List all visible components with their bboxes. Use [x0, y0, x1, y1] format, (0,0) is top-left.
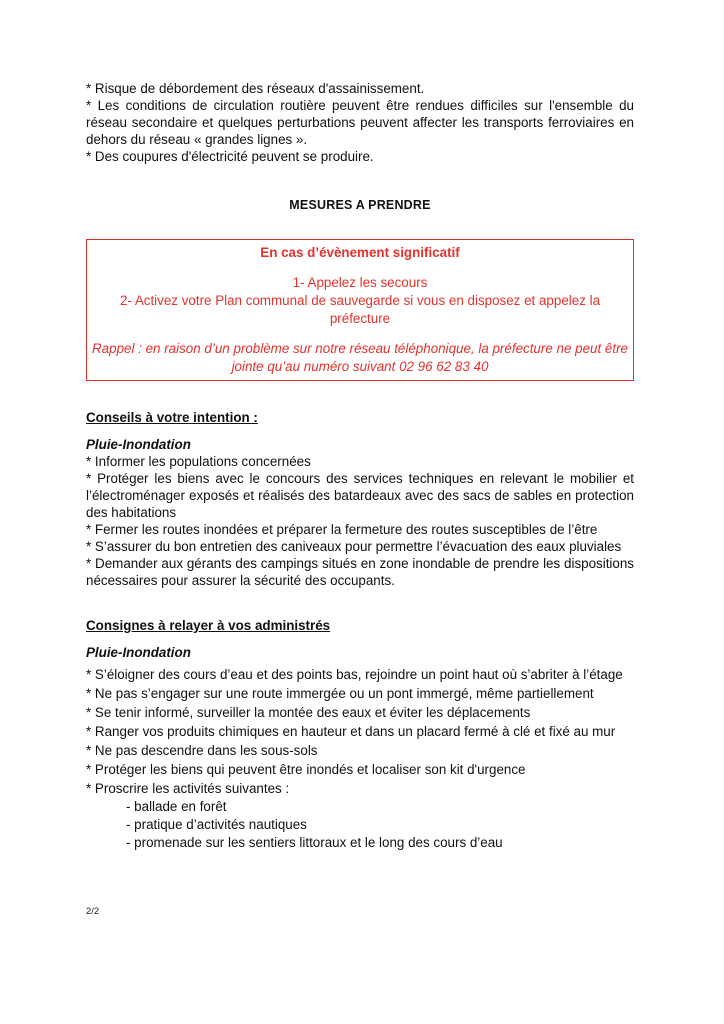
- list-item: * S’assurer du bon entretien des caniveaux pour permettre l’évacuation des eaux pluviales: [86, 539, 622, 554]
- list-item: * S’éloigner des cours d’eau et des points bas, rejoindre un point haut où s’abriter à l’étage: [86, 667, 623, 682]
- list-item: * Proscrire les activités suivantes :: [86, 781, 290, 796]
- list-item: * Fermer les routes inondées et préparer la fermeture des routes susceptibles de l’être: [86, 522, 598, 537]
- list-item: * Ne pas s’engager sur une route immergée ou un pont immergé, même partiellement: [86, 686, 594, 701]
- list-item: * Ranger vos produits chimiques en hauteur et dans un placard fermé à clé et fixé au mur: [86, 724, 616, 739]
- emergency-heading: En cas d’évènement significatif: [260, 245, 460, 260]
- list-item: * Protéger les biens avec le concours des services techniques en relevant le mobilier et l’électroménager exposés et réalisés des batardeaux avec des sacs de sables en protection des habitations: [86, 471, 634, 520]
- emergency-reminder-line-1: Rappel : en raison d’un problème sur notre réseau téléphonique, la préfecture ne peut être: [92, 341, 628, 356]
- mesures-title: MESURES A PRENDRE: [289, 198, 431, 212]
- document-page: [86, 80, 634, 852]
- intro-line: * Les conditions de circulation routière peuvent être rendues difficiles sur l'ensemble du réseau secondaire et quelques perturbations peuvent affecter les transports ferroviaires en dehors du réseau « grandes lignes ».: [86, 98, 634, 147]
- list-item: * Se tenir informé, surveiller la montée des eaux et éviter les déplacements: [86, 705, 531, 720]
- consignes-list: [86, 665, 634, 852]
- intro-line: * Risque de débordement des réseaux d'assainissement.: [86, 81, 425, 96]
- page-number: 2/2: [86, 906, 100, 917]
- emergency-box: [86, 239, 634, 381]
- consignes-heading: Consignes à relayer à vos administrés: [86, 618, 331, 633]
- list-item: * Informer les populations concernées: [86, 454, 311, 469]
- activity-item: - ballade en forêt: [126, 799, 227, 814]
- list-item: * Demander aux gérants des campings situés en zone inondable de prendre les dispositions nécessaires pour assurer la sécurité des occupants.: [86, 556, 634, 588]
- activity-item: - pratique d’activités nautiques: [126, 817, 307, 832]
- emergency-reminder-line-2: jointe qu’au numéro suivant 02 96 62 83 40: [231, 359, 489, 374]
- intro-line: * Des coupures d'électricité peuvent se produire.: [86, 149, 374, 164]
- emergency-step-2: 2- Activez votre Plan communal de sauvegarde si vous en disposez et appelez la préfecture: [119, 293, 601, 326]
- conseils-list: [86, 453, 634, 589]
- emergency-step-1: 1- Appelez les secours: [292, 275, 428, 290]
- list-item: * Protéger les biens qui peuvent être inondés et localiser son kit d'urgence: [86, 762, 526, 777]
- intro-section: [86, 80, 634, 165]
- consignes-subheading: Pluie-Inondation: [86, 645, 191, 660]
- conseils-subheading: Pluie-Inondation: [86, 437, 191, 452]
- list-item: * Ne pas descendre dans les sous-sols: [86, 743, 318, 758]
- activity-item: - promenade sur les sentiers littoraux et le long des cours d’eau: [126, 835, 503, 850]
- conseils-heading: Conseils à votre intention :: [86, 410, 258, 425]
